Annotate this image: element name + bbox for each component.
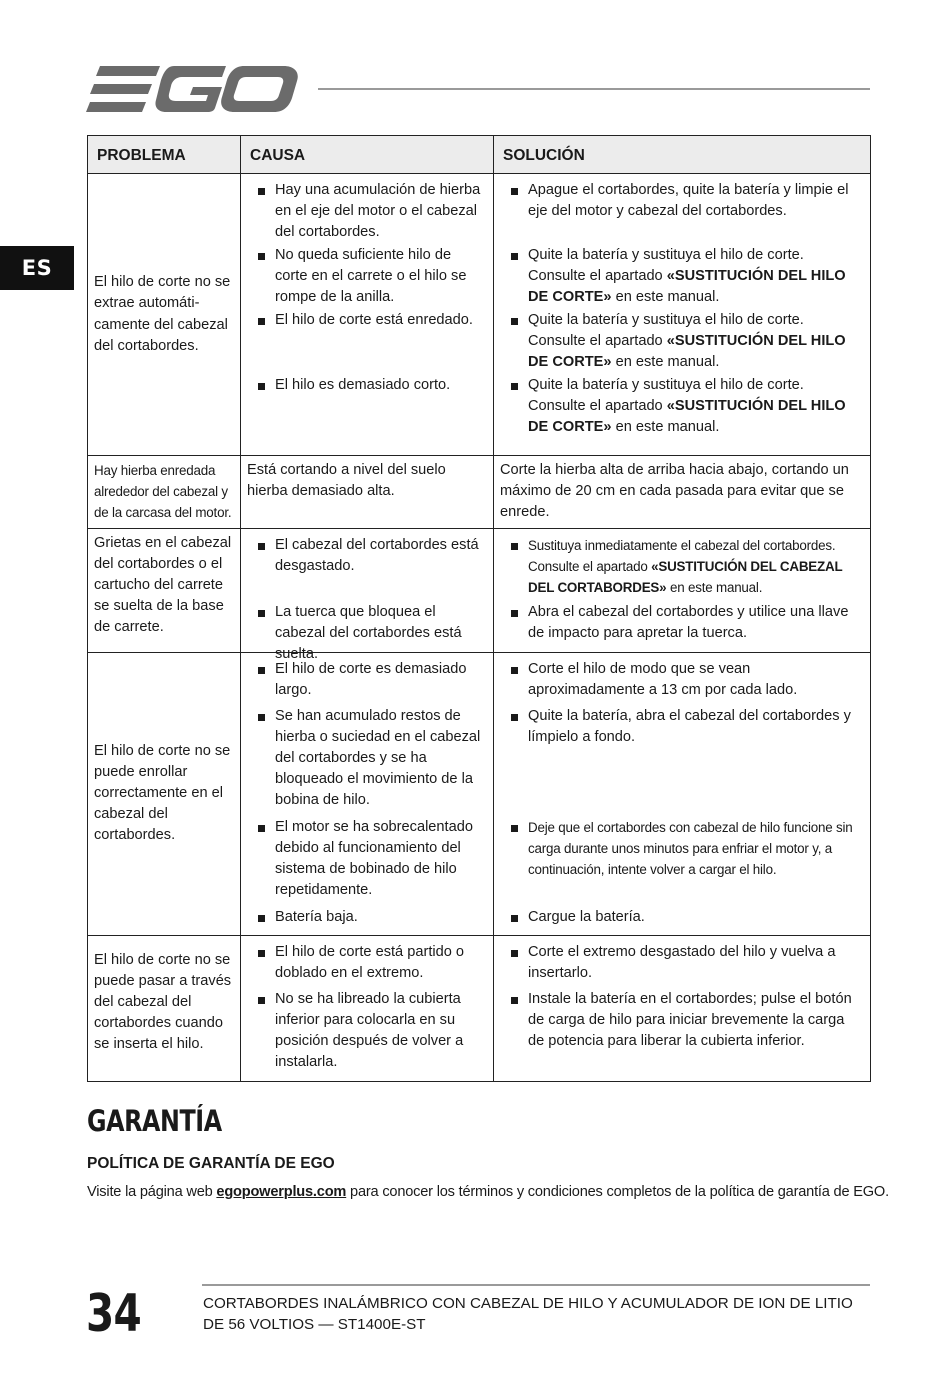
problem-cell: El hilo de corte no se puede pasar a través del cabezal del cortabordes cuando se inserta el hilo. [88,935,241,1081]
bullet-icon [258,610,265,617]
solution-text: Quite la batería y sustituya el hilo de corte. Consulte el apartado «SUSTITUCIÓN DEL HILO DE CORTE» en este manual. [528,377,846,436]
column-header-solution: SOLUCIÓN [494,136,871,174]
bullet-icon [511,543,518,550]
solution-text: Deje que el cortabordes con cabezal de hilo funcione sin carga durante unos minutos para enfriar el motor y, a continuación, intente volver a cargar el hilo. [528,819,853,878]
bullet-icon [511,383,518,390]
solution-cell [494,528,871,652]
solution-text: Quite la batería y sustituya el hilo de corte. Consulte el apartado «SUSTITUCIÓN DEL HILO DE CORTE» en este manual. [528,247,846,306]
cause-cell: Está cortando a nivel del suelo hierba demasiado alta. [241,456,494,529]
cause-cell [241,652,494,935]
cause-text: El hilo de corte es demasiado largo. [275,660,467,698]
cause-text: El cabezal del cortabordes está desgastado. [275,536,479,574]
cause-text: No queda suficiente hilo de corte en el carrete o el hilo se rompe de la anilla. [275,247,467,306]
bullet-icon [511,915,518,922]
bullet-icon [258,915,265,922]
solution-cell [494,174,871,456]
bullet-icon [258,383,265,390]
cause-cell [241,935,494,1081]
warranty-policy-subtitle: POLÍTICA DE GARANTÍA DE EGO [87,1155,335,1172]
solution-text: Corte el extremo desgastado del hilo y vuelva a insertarlo. [528,943,836,981]
bullet-icon [258,667,265,674]
problem-cell: Grietas en el cabezal del cortabordes o el cartucho del carrete se suelta de la base de carrete. [88,528,241,652]
warranty-paragraph: Visite la página web egopowerplus.com para conocer los términos y condiciones completos de la política de garantía de EGO. [87,1184,889,1200]
page-number: 34 [86,1284,141,1344]
problem-cell: Hay hierba enredada alrededor del cabezal y de la carcasa del motor. [88,456,241,529]
solution-text: Apague el cortabordes, quite la batería y limpie el eje del motor y cabezal del cortabordes. [528,182,849,220]
solution-cell [494,652,871,935]
table-row [88,174,871,456]
bullet-icon [511,610,518,617]
cause-text: Batería baja. [275,908,358,925]
solution-text: Cargue la batería. [528,908,645,925]
footer-rule [202,1284,870,1286]
bullet-icon [511,950,518,957]
table-header-row [88,136,871,174]
bullet-icon [511,667,518,674]
troubleshooting-table [87,135,871,1082]
bullet-icon [258,253,265,260]
bullet-icon [258,318,265,325]
solution-text: Abra el cabezal del cortabordes y utilice una llave de impacto para apretar la tuerca. [528,603,849,641]
bullet-icon [258,714,265,721]
header-rule [318,88,870,90]
cause-cell [241,528,494,663]
solution-cell: Corte la hierba alta de arriba hacia abajo, cortando un máximo de 20 cm en cada pasada para evitar que se enrede. [494,456,871,529]
table-row [88,456,871,529]
bullet-icon [511,253,518,260]
cause-text: El hilo de corte está enredado. [275,312,473,328]
bullet-icon [511,714,518,721]
bullet-icon [511,997,518,1004]
cause-text: El hilo es demasiado corto. [275,377,451,393]
bullet-icon [258,997,265,1004]
table-row [88,935,871,1081]
problem-cell: El hilo de corte no se extrae automáti-camente del cabezal del cortabordes. [88,174,241,456]
table-row [88,528,871,652]
column-header-cause: CAUSA [241,136,494,174]
solution-text: Corte el hilo de modo que se vean aproximadamente a 13 cm por cada lado. [528,660,798,698]
cause-text: No se ha libreado la cubierta inferior para colocarla en su posición después de volver a instalarla. [275,990,464,1071]
solution-text: Sustituya inmediatamente el cabezal del cortabordes. Consulte el apartado «SUSTITUCIÓN DEL CABEZAL DEL CORTABORDES» en este manual. [528,537,843,596]
section-title-warranty: GARANTÍA [87,1104,222,1138]
problem-cell: El hilo de corte no se puede enrollar correctamente en el cabezal del cortabordes. [88,652,241,935]
ego-logo [86,64,298,114]
cause-text: El hilo de corte está partido o doblado en el extremo. [275,943,465,981]
bullet-icon [258,543,265,550]
bullet-icon [258,825,265,832]
website-link[interactable]: egopowerplus.com [216,1184,347,1200]
cause-text: La tuerca que bloquea el cabezal del cortabordes está suelta. [275,603,462,663]
solution-text: Instale la batería en el cortabordes; pulse el botón de carga de hilo para iniciar brevemente la carga de potencia para liberar la cubierta inferior. [528,990,852,1050]
language-tab: ES [0,246,74,290]
solution-text: Quite la batería, abra el cabezal del cortabordes y límpielo a fondo. [528,707,851,745]
bullet-icon [258,188,265,195]
cause-text: Se han acumulado restos de hierba o suciedad en el cabezal del cortabordes y se ha bloqueado el movimiento de la bobina de hilo. [275,707,481,809]
footer-product-title: CORTABORDES INALÁMBRICO CON CABEZAL DE HILO Y ACUMULADOR DE ION DE LITIO DE 56 VOLTIOS — ST1400E-ST [203,1295,853,1333]
column-header-problem: PROBLEMA [88,136,241,174]
table-row [88,652,871,935]
bullet-icon [511,318,518,325]
bullet-icon [511,825,518,832]
solution-text: Quite la batería y sustituya el hilo de corte. Consulte el apartado «SUSTITUCIÓN DEL HILO DE CORTE» en este manual. [528,312,846,371]
solution-cell [494,935,871,1081]
cause-cell [241,174,494,456]
bullet-icon [511,188,518,195]
cause-text: Hay una acumulación de hierba en el eje del motor o el cabezal del cortabordes. [275,182,481,241]
bullet-icon [258,950,265,957]
cause-text: El motor se ha sobrecalentado debido al funcionamiento del sistema de bobinado de hilo repetidamente. [275,818,473,899]
